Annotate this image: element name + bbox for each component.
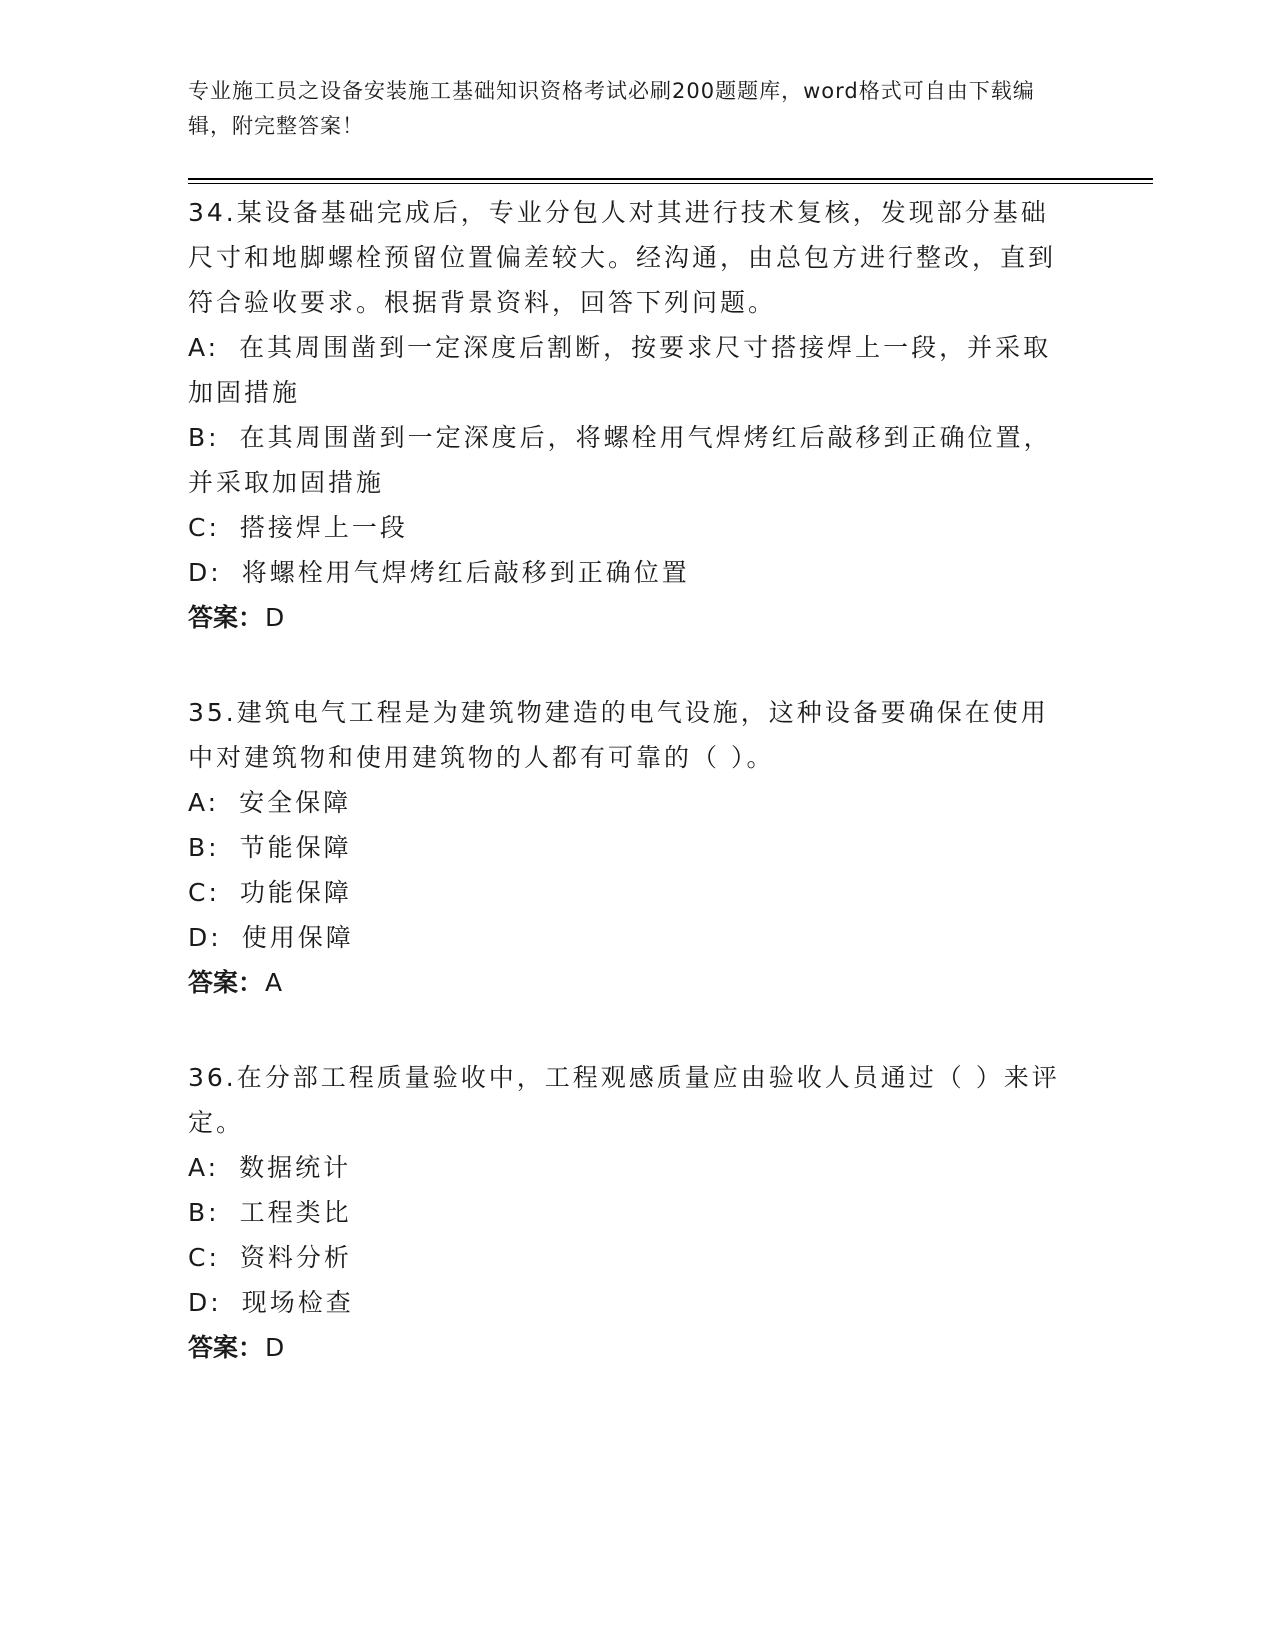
option-key: B: (188, 1198, 220, 1227)
option-d (188, 915, 1073, 960)
option-key: B: (188, 423, 220, 452)
option-key: C: (188, 513, 220, 542)
option-key: C: (188, 1243, 220, 1272)
answer-line (188, 595, 1073, 640)
option-key: D: (188, 558, 222, 587)
option-a (188, 780, 1073, 825)
option-text: 节能保障 (239, 833, 352, 862)
option-text: 在其周围凿到一定深度后割断，按要求尺寸搭接焊上一段，并采取加固措施 (188, 333, 1052, 407)
question-list (188, 190, 1073, 1420)
option-d (188, 550, 1073, 595)
question-number: 34. (188, 198, 237, 227)
question-text: 建筑电气工程是为建筑物建造的电气设施，这种设备要确保在使用中对建筑物和使用建筑物的人都有可靠的（ ）。 (188, 698, 1049, 772)
option-text: 搭接焊上一段 (239, 513, 408, 542)
document-header: 专业施工员之设备安装施工基础知识资格考试必刷200题题库，word格式可自由下载编辑，附完整答案！ (188, 79, 1035, 138)
option-b (188, 1190, 1073, 1235)
option-text: 现场检查 (241, 1288, 354, 1317)
option-key: A: (188, 788, 220, 817)
option-text: 在其周围凿到一定深度后，将螺栓用气焊烤红后敲移到正确位置，并采取加固措施 (188, 423, 1052, 497)
option-c (188, 870, 1073, 915)
option-key: A: (188, 1153, 220, 1182)
header-divider-thin (188, 183, 1153, 184)
option-text: 资料分析 (239, 1243, 352, 1272)
answer-label: 答案： (188, 968, 264, 997)
option-key: C: (188, 878, 220, 907)
question-stem (188, 190, 1073, 325)
option-key: B: (188, 833, 220, 862)
header-divider-thick (188, 178, 1153, 180)
option-c (188, 1235, 1073, 1280)
option-c (188, 505, 1073, 550)
option-key: D: (188, 1288, 222, 1317)
question-text: 在分部工程质量验收中，工程观感质量应由验收人员通过（ ）来评定。 (188, 1063, 1060, 1137)
option-a (188, 1145, 1073, 1190)
option-text: 数据统计 (239, 1153, 352, 1182)
question-number: 35. (188, 698, 237, 727)
option-key: D: (188, 923, 222, 952)
option-b (188, 825, 1073, 870)
answer-value: D (265, 1333, 285, 1362)
question-text: 某设备基础完成后，专业分包人对其进行技术复核，发现部分基础尺寸和地脚螺栓预留位置偏差较大。经沟通，由总包方进行整改，直到符合验收要求。根据背景资料，回答下列问题。 (188, 198, 1057, 317)
answer-label: 答案： (188, 1333, 264, 1362)
option-key: A: (188, 333, 220, 362)
question-stem (188, 690, 1073, 780)
answer-line (188, 960, 1073, 1005)
option-text: 使用保障 (241, 923, 354, 952)
option-text: 将螺栓用气焊烤红后敲移到正确位置 (241, 558, 690, 587)
answer-label: 答案： (188, 603, 264, 632)
option-d (188, 1280, 1073, 1325)
question-stem (188, 1055, 1073, 1145)
option-a (188, 325, 1073, 415)
answer-line (188, 1325, 1073, 1370)
answer-value: D (265, 603, 285, 632)
answer-value: A (265, 968, 283, 997)
option-text: 安全保障 (239, 788, 352, 817)
question-34 (188, 190, 1073, 640)
question-number: 36. (188, 1063, 237, 1092)
option-text: 工程类比 (239, 1198, 352, 1227)
question-35 (188, 690, 1073, 1005)
option-text: 功能保障 (239, 878, 352, 907)
question-36 (188, 1055, 1073, 1370)
option-b (188, 415, 1073, 505)
